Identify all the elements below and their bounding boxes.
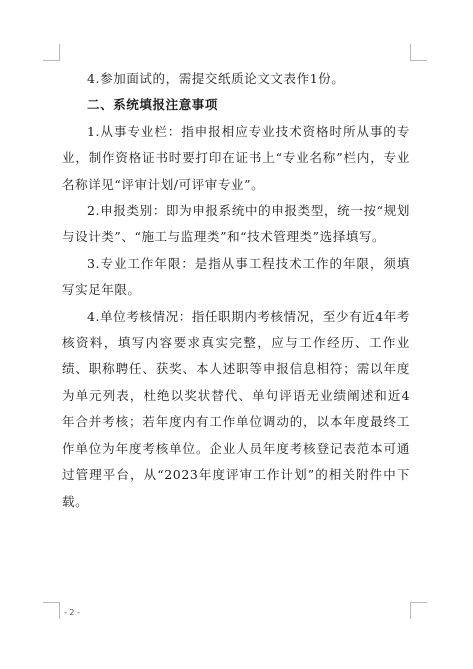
section-heading: 二、系统填报注意事项 bbox=[87, 97, 219, 113]
crop-mark-top-left bbox=[43, 44, 60, 61]
paragraph-category: 2.申报类别：即为申报系统中的申报类型，统一按“规划与设计类”、“施工与监理类”和“技术管理类”选择填写。 bbox=[62, 203, 410, 245]
paragraph-interview-submission: 4.参加面试的，需提交纸质论文文表作1份。 bbox=[87, 71, 345, 86]
document-body bbox=[62, 66, 410, 515]
crop-mark-bottom-left bbox=[43, 602, 60, 619]
crop-mark-bottom-right bbox=[410, 602, 427, 619]
paragraph-work-years: 3.专业工作年限：是指从事工程技术工作的年限，须填写实足年限。 bbox=[62, 255, 410, 298]
crop-mark-top-right bbox=[410, 44, 427, 61]
page-number: - 2 - bbox=[64, 608, 80, 617]
paragraph-assessment: 4.单位考核情况：指任职期内考核情况，至少有近4年考核资料，填写内容要求真实完整，应与工作经历、工作业绩、职称聘任、获奖、本人述职等申报信息相符；需以年度为单元列表，杜绝以奖状替代、单句评语无业绩阐述和近4年合并考核；若年度内有工作单位调动的，以本年度最终工作单位为年度考核单位。企业人员年度考核登记表范本可通过管理平台，从“2023年度评审工作计划”的相关附件中下载。 bbox=[62, 308, 410, 509]
paragraph-profession: 1.从事专业栏：指申报相应专业技术资格时所从事的专业，制作资格证书时要打印在证书上“专业名称”栏内，专业名称详见“评审计划/可评审专业”。 bbox=[62, 123, 410, 192]
